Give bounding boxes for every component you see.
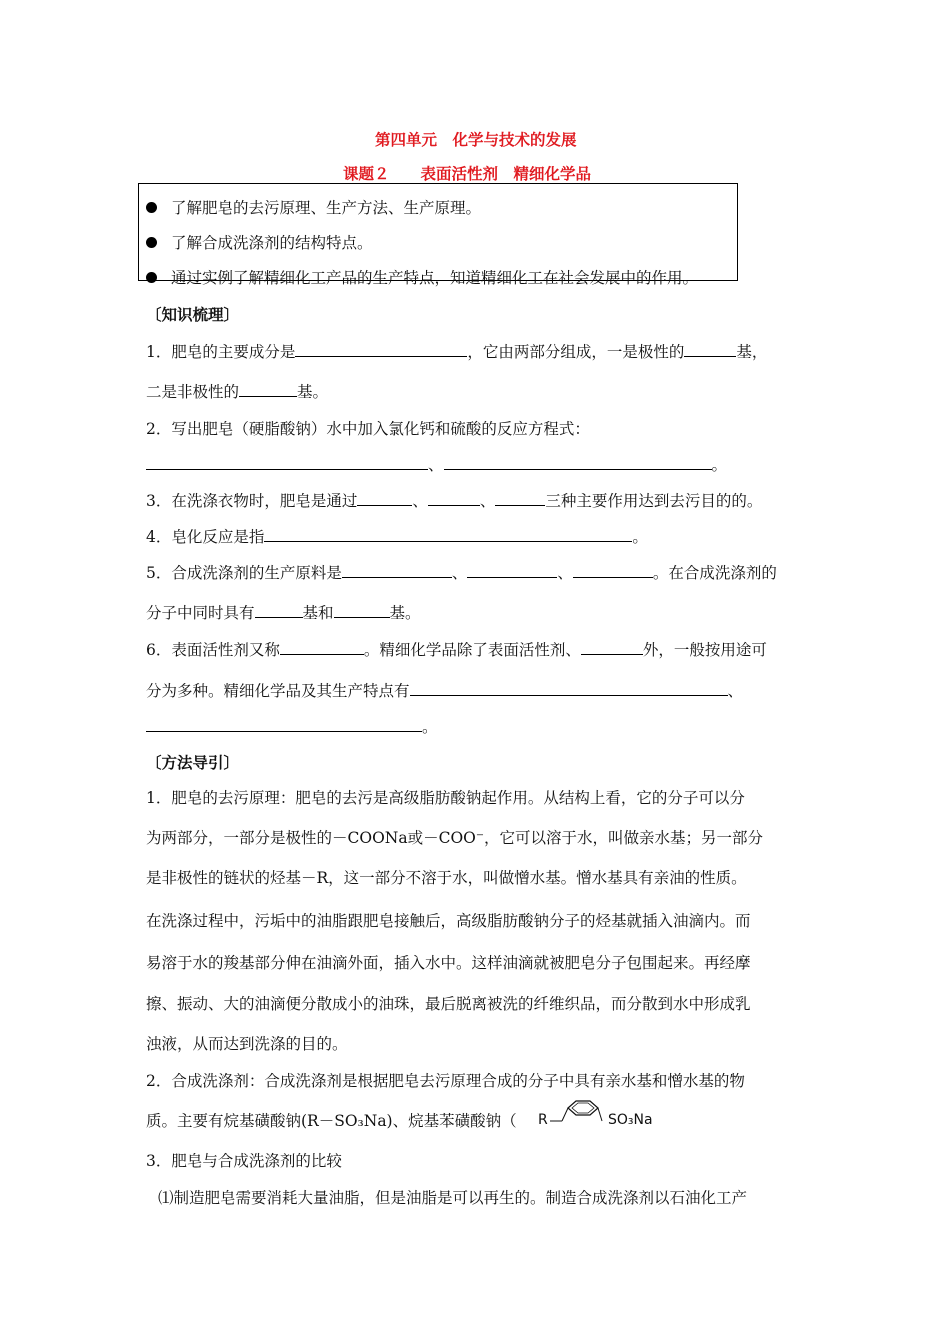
q1-text: 基， [736,343,768,361]
q6-text: 6．表面活性剂又称 [146,641,280,659]
objective-text: 了解合成洗涤剂的结构特点。 [171,234,373,252]
answer-blank[interactable] [239,382,297,397]
objective-item [146,266,698,288]
q3-text: 3．在洗涤衣物时，肥皂是通过 [146,492,358,510]
chem-r-label: R [538,1112,548,1128]
q1-text: 基。 [297,383,329,401]
q6-text: 外，一般按用途可 [642,641,767,659]
bullet-icon [146,272,157,283]
q6-text: 。精细化学品除了表面活性剂、 [363,641,581,659]
objective-text: 通过实例了解精细化工产品的生产特点，知道精细化工在社会发展中的作用。 [171,269,699,287]
bullet-icon [146,237,157,248]
answer-blank[interactable] [444,455,712,470]
method-paragraph-2-line-1: 2．合成洗涤剂：合成洗涤剂是根据肥皂去污原理合成的分子中具有亲水基和憎水基的物 [146,1072,745,1090]
question-5-line-1 [146,561,777,583]
answer-blank[interactable] [410,681,728,696]
objective-text: 了解肥皂的去污原理、生产方法、生产原理。 [171,199,482,217]
method-paragraph-2-line-2: 质。主要有烷基磺酸钠(R－SO₃Na)、烷基苯磺酸钠（ [146,1112,517,1130]
method-paragraph-line: 1．肥皂的去污原理：肥皂的去污是高级脂肪酸钠起作用。从结构上看，它的分子可以分 [146,789,745,807]
bullet-icon [146,202,157,213]
q6-end: 。 [422,718,438,736]
q5-text: 分子中同时具有 [146,604,255,622]
question-6-line-1 [146,638,767,660]
question-1-line-2 [146,380,328,402]
objective-item [146,196,481,218]
q1-text: ，它由两部分组成，一是极性的 [467,343,685,361]
method-paragraph-line: 易溶于水的羧基部分伸在油滴外面，插入水中。这样油滴就被肥皂分子包围起来。再经摩 [146,954,751,972]
q6-text: 分为多种。精细化学品及其生产特点有 [146,682,410,700]
answer-blank[interactable] [581,640,643,655]
q1-text: 二是非极性的 [146,383,240,401]
q5-text: 基。 [389,604,421,622]
q2-sep: 、 [428,456,444,474]
chem-so3na-label: SO₃Na [608,1112,653,1128]
answer-blank[interactable] [146,717,422,732]
question-1-line-1 [146,340,767,362]
question-2-answer [146,453,727,475]
answer-blank[interactable] [573,563,653,578]
q5-sep: 、 [557,564,573,582]
question-4 [146,525,648,547]
q3-sep: 、 [412,492,428,510]
answer-blank[interactable] [684,342,736,357]
q5-sep: 、 [451,564,468,582]
knowledge-heading: 〔知识梳理〕 [146,305,240,324]
q1-text: 1．肥皂的主要成分是 [146,343,296,361]
question-6-line-2 [146,679,743,701]
method-paragraph-line: 是非极性的链状的烃基－R，这一部分不溶于水，叫做憎水基。憎水基具有亲油的性质。 [146,869,747,887]
q3-text: 三种主要作用达到去污目的的。 [545,492,763,510]
q6-sep: 、 [727,682,744,700]
q5-text: 。在合成洗涤剂的 [652,564,777,582]
method-heading: 〔方法导引〕 [146,753,240,772]
unit-title: 第四单元 化学与技术的发展 [375,131,577,149]
method-paragraph-3: 3．肥皂与合成洗涤剂的比较 [146,1152,342,1170]
answer-blank[interactable] [264,527,632,542]
chem-structure [538,1098,658,1134]
q4-end: 。 [632,528,648,546]
answer-blank[interactable] [467,563,557,578]
q3-sep: 、 [479,492,496,510]
answer-blank[interactable] [146,455,428,470]
answer-blank[interactable] [280,640,364,655]
lesson-title: 课题２ 表面活性剂 精细化学品 [343,165,592,183]
answer-blank[interactable] [334,603,390,618]
answer-blank[interactable] [357,491,412,506]
question-3 [146,489,762,511]
method-paragraph-3-item-1: ⑴制造肥皂需要消耗大量油脂，但是油脂是可以再生的。制造合成洗涤剂以石油化工产 [158,1189,748,1207]
method-paragraph-line: 擦、振动、大的油滴便分散成小的油珠，最后脱离被洗的纤维织品，而分散到水中形成乳 [146,995,751,1013]
method-paragraph-line: 为两部分，一部分是极性的－COONa或－COO⁻，它可以溶于水，叫做亲水基；另一部分 [146,829,764,847]
answer-blank[interactable] [342,563,452,578]
answer-blank[interactable] [428,491,480,506]
question-5-line-2 [146,601,421,623]
q4-text: 4．皂化反应是指 [146,528,265,546]
answer-blank[interactable] [495,491,545,506]
answer-blank[interactable] [295,342,467,357]
question-6-line-3 [146,715,438,737]
answer-blank[interactable] [255,603,303,618]
q5-text: 5．合成洗涤剂的生产原料是 [146,564,342,582]
q5-text: 基和 [302,604,334,622]
q2-end: 。 [711,456,728,474]
method-paragraph-line: 在洗涤过程中，污垢中的油脂跟肥皂接触后，高级脂肪酸钠分子的烃基就插入油滴内。而 [146,912,751,930]
objective-item [146,231,373,253]
method-paragraph-line: 浊液，从而达到洗涤的目的。 [146,1035,348,1053]
question-2: 2．写出肥皂（硬脂酸钠）水中加入氯化钙和硫酸的反应方程式： [146,420,590,438]
